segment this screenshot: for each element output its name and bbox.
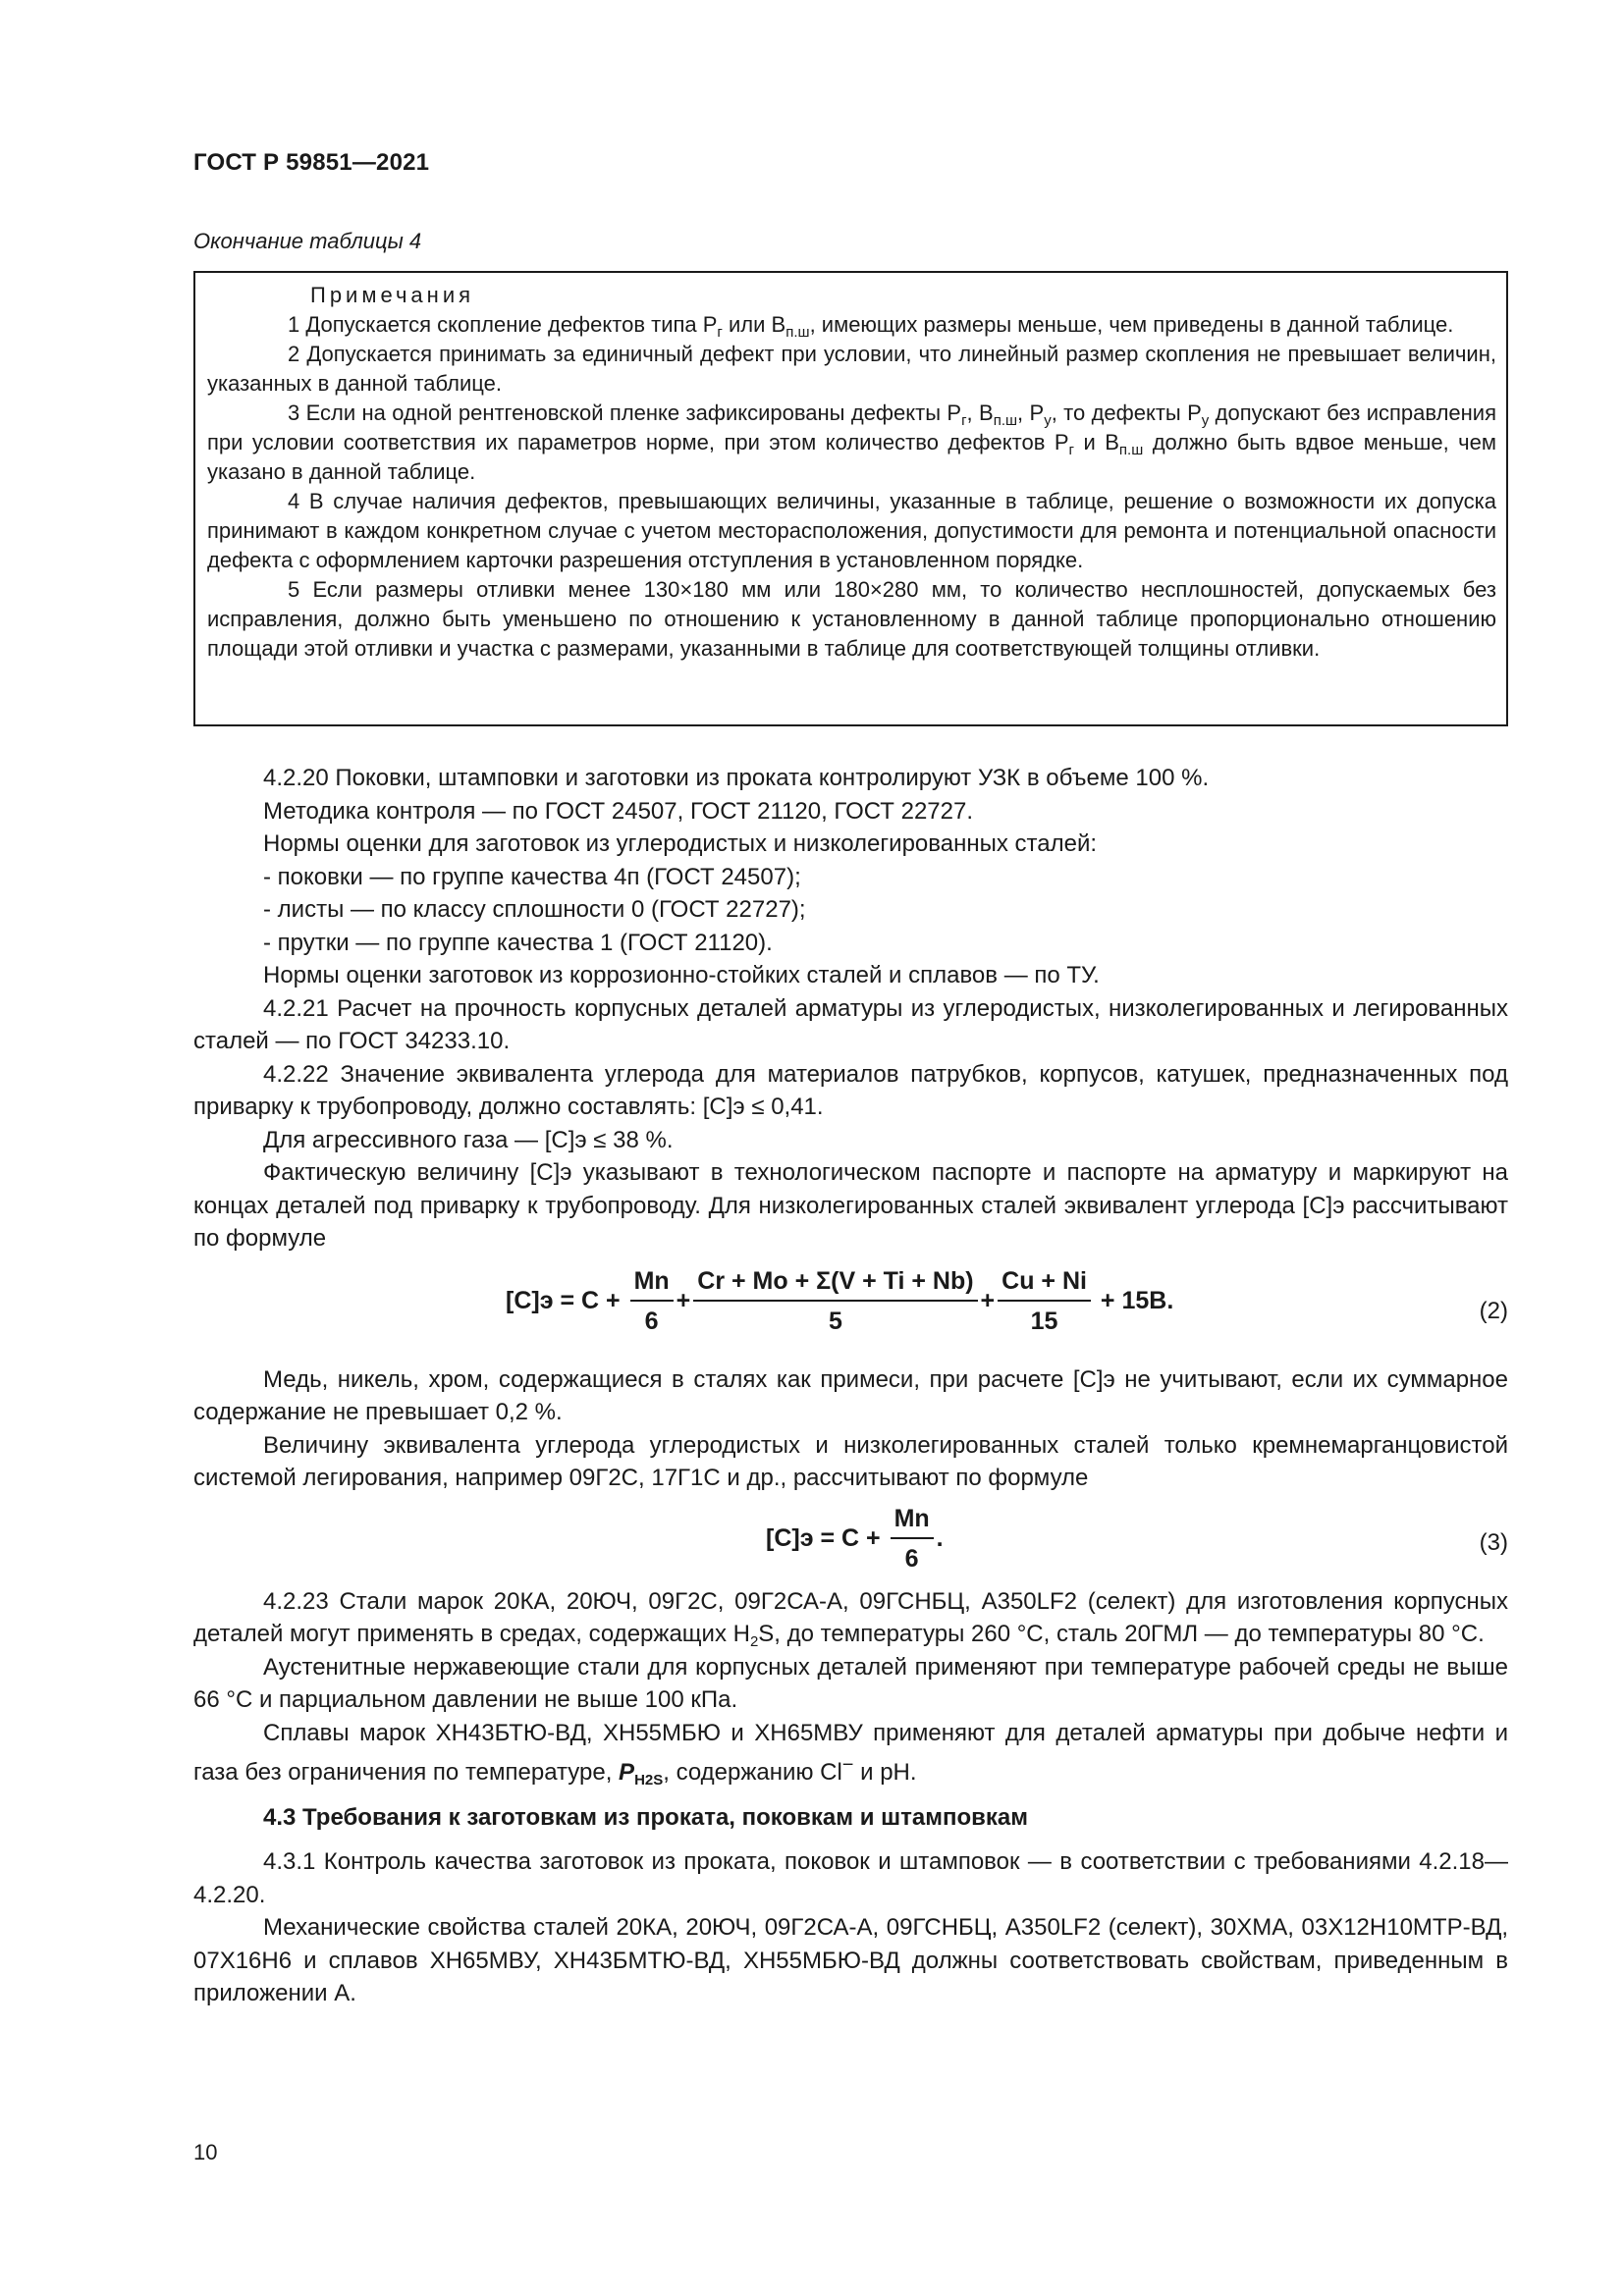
section-heading-4-3: 4.3 Требования к заготовкам из проката, поковкам и штамповкам: [263, 1803, 1028, 1831]
notes-title: Примечания: [310, 283, 475, 307]
equation-number-2: (2): [1479, 1297, 1508, 1324]
table-continuation-label: Окончание таблицы 4: [193, 229, 422, 253]
note-3: 3 Если на одной рентгеновской пленке зафиксированы дефекты $Р_г$, $В_{п.ш}$, $Р_у$, то дефекты $Р_у$ допускают без исправления при условии соответствия их параметров норме, при этом количество дефектов $Р_г$ и $В_{п.ш}$ должно быть вдвое меньше, чем указано в данной таблице.: [207, 400, 1496, 484]
paragraph: Механические свойства сталей 20КА, 20ЮЧ, 09Г2СА-А, 09ГСНБЦ, A350LF2 (селект), 30ХМА, 03Х12Н10МТР-ВД, 07Х16Н6 и сплавов ХН65МВУ, ХН43БМТЮ-ВД, ХН55МБЮ-ВД должны соответствовать свойствам, приведенным в приложении А.: [193, 1914, 1508, 2006]
formula-3-row: [193, 1495, 1508, 1585]
note-1: 1 Допускается скопление дефектов типа $Р_г$ или $В_{п.ш}$, имеющих размеры меньше, чем приведены в данной таблице.: [288, 312, 1454, 341]
document-header: ГОСТ Р 59851—2021: [193, 149, 430, 176]
paragraph: Нормы оценки для заготовок из углеродистых и низколегированных сталей:: [263, 830, 1098, 857]
list-item: - поковки — по группе качества 4п (ГОСТ 24507);: [263, 863, 801, 890]
paragraph: Методика контроля — по ГОСТ 24507, ГОСТ 21120, ГОСТ 22727.: [263, 797, 973, 825]
paragraph: Сплавы марок ХН43БТЮ-ВД, ХН55МБЮ и ХН65МВУ применяют для деталей арматуры при добыче нефти и газа без ограничения по температуре, $P_{H2S}$, содержанию Cl− и pH.: [193, 1719, 1508, 1789]
page-number: 10: [193, 2140, 218, 2164]
list-item: - прутки — по группе качества 1 (ГОСТ 21120).: [263, 929, 773, 956]
note-5: 5 Если размеры отливки менее 130×180 мм или 180×280 мм, то количество несплошностей, допускаемых без исправления, должно быть уменьшено по отношению к установленному в данной таблице пропорционально отношению площади этой отливки и участка с размерами, указанными в таблице для соответствующей толщины отливки.: [207, 577, 1496, 661]
formula-3: [C]э = C + $\frac{Mn}{6}$ .: [766, 1504, 944, 1573]
paragraph: Величину эквивалента углерода углеродистых и низколегированных сталей только кремнемарганцовистой системой легирования, например 09Г2С, 17Г1С и др., рассчитывают по формуле: [193, 1431, 1508, 1491]
paragraph: 4.2.23 Стали марок 20КА, 20ЮЧ, 09Г2С, 09Г2СА-А, 09ГСНБЦ, A350LF2 (селект) для изготовления корпусных деталей могут применять в средах, содержащих $H_2S$, до температуры 260 °C, сталь 20ГМЛ — до температуры 80 °C.: [193, 1587, 1508, 1650]
formula-2: [C]э = C + $\frac{Mn}{6}$ + $\frac{Cr + Mo + \Sigma(V + Ti + Nb)}{5}$ + $\frac{Cu + Ni}{15}$ + 15B.: [506, 1266, 1174, 1335]
paragraph: 4.3.1 Контроль качества заготовок из проката, поковок и штамповок — в соответствии с требованиями 4.2.18—4.2.20.: [193, 1848, 1508, 1908]
list-item: - листы — по классу сплошности 0 (ГОСТ 22727);: [263, 896, 806, 923]
paragraph: 4.2.20 Поковки, штамповки и заготовки из проката контролируют УЗК в объеме 100 %.: [263, 765, 1210, 791]
paragraph: Для агрессивного газа — [С]э ≤ 38 %.: [263, 1126, 674, 1153]
notes-box: [193, 271, 1508, 726]
paragraph: Фактическую величину [С]э указывают в технологическом паспорте и паспорте на арматуру и маркируют на концах деталей под приварку к трубопроводу. Для низколегированных сталей эквивалент углерода [С]э рассчитывают по формуле: [193, 1159, 1508, 1252]
body-text: [193, 762, 1508, 2010]
paragraph: Аустенитные нержавеющие стали для корпусных деталей применяют при температуре рабочей среды не выше 66 °C и парциальном давлении не выше 100 кПа.: [193, 1653, 1508, 1713]
paragraph: 4.2.21 Расчет на прочность корпусных деталей арматуры из углеродистых, низколегированных и легированных сталей — по ГОСТ 34233.10.: [193, 994, 1508, 1054]
equation-number-3: (3): [1479, 1528, 1508, 1556]
formula-2-row: [193, 1255, 1508, 1363]
note-4: 4 В случае наличия дефектов, превышающих величины, указанные в таблице, решение о возможности их допуска принимают в каждом конкретном случае с учетом месторасположения, допустимости для ремонта и потенциальной опасности дефекта с оформлением карточки разрешения отступления в установленном порядке.: [207, 489, 1496, 572]
note-2: 2 Допускается принимать за единичный дефект при условии, что линейный размер скопления не превышает величин, указанных в данной таблице.: [207, 342, 1496, 396]
paragraph: 4.2.22 Значение эквивалента углерода для материалов патрубков, корпусов, катушек, предназначенных под приварку к трубопроводу, должно составлять: [С]э ≤ 0,41.: [193, 1060, 1508, 1120]
paragraph: Медь, никель, хром, содержащиеся в сталях как примеси, при расчете [С]э не учитывают, если их суммарное содержание не превышает 0,2 %.: [193, 1365, 1508, 1425]
paragraph: Нормы оценки заготовок из коррозионно-стойких сталей и сплавов — по ТУ.: [263, 962, 1100, 988]
